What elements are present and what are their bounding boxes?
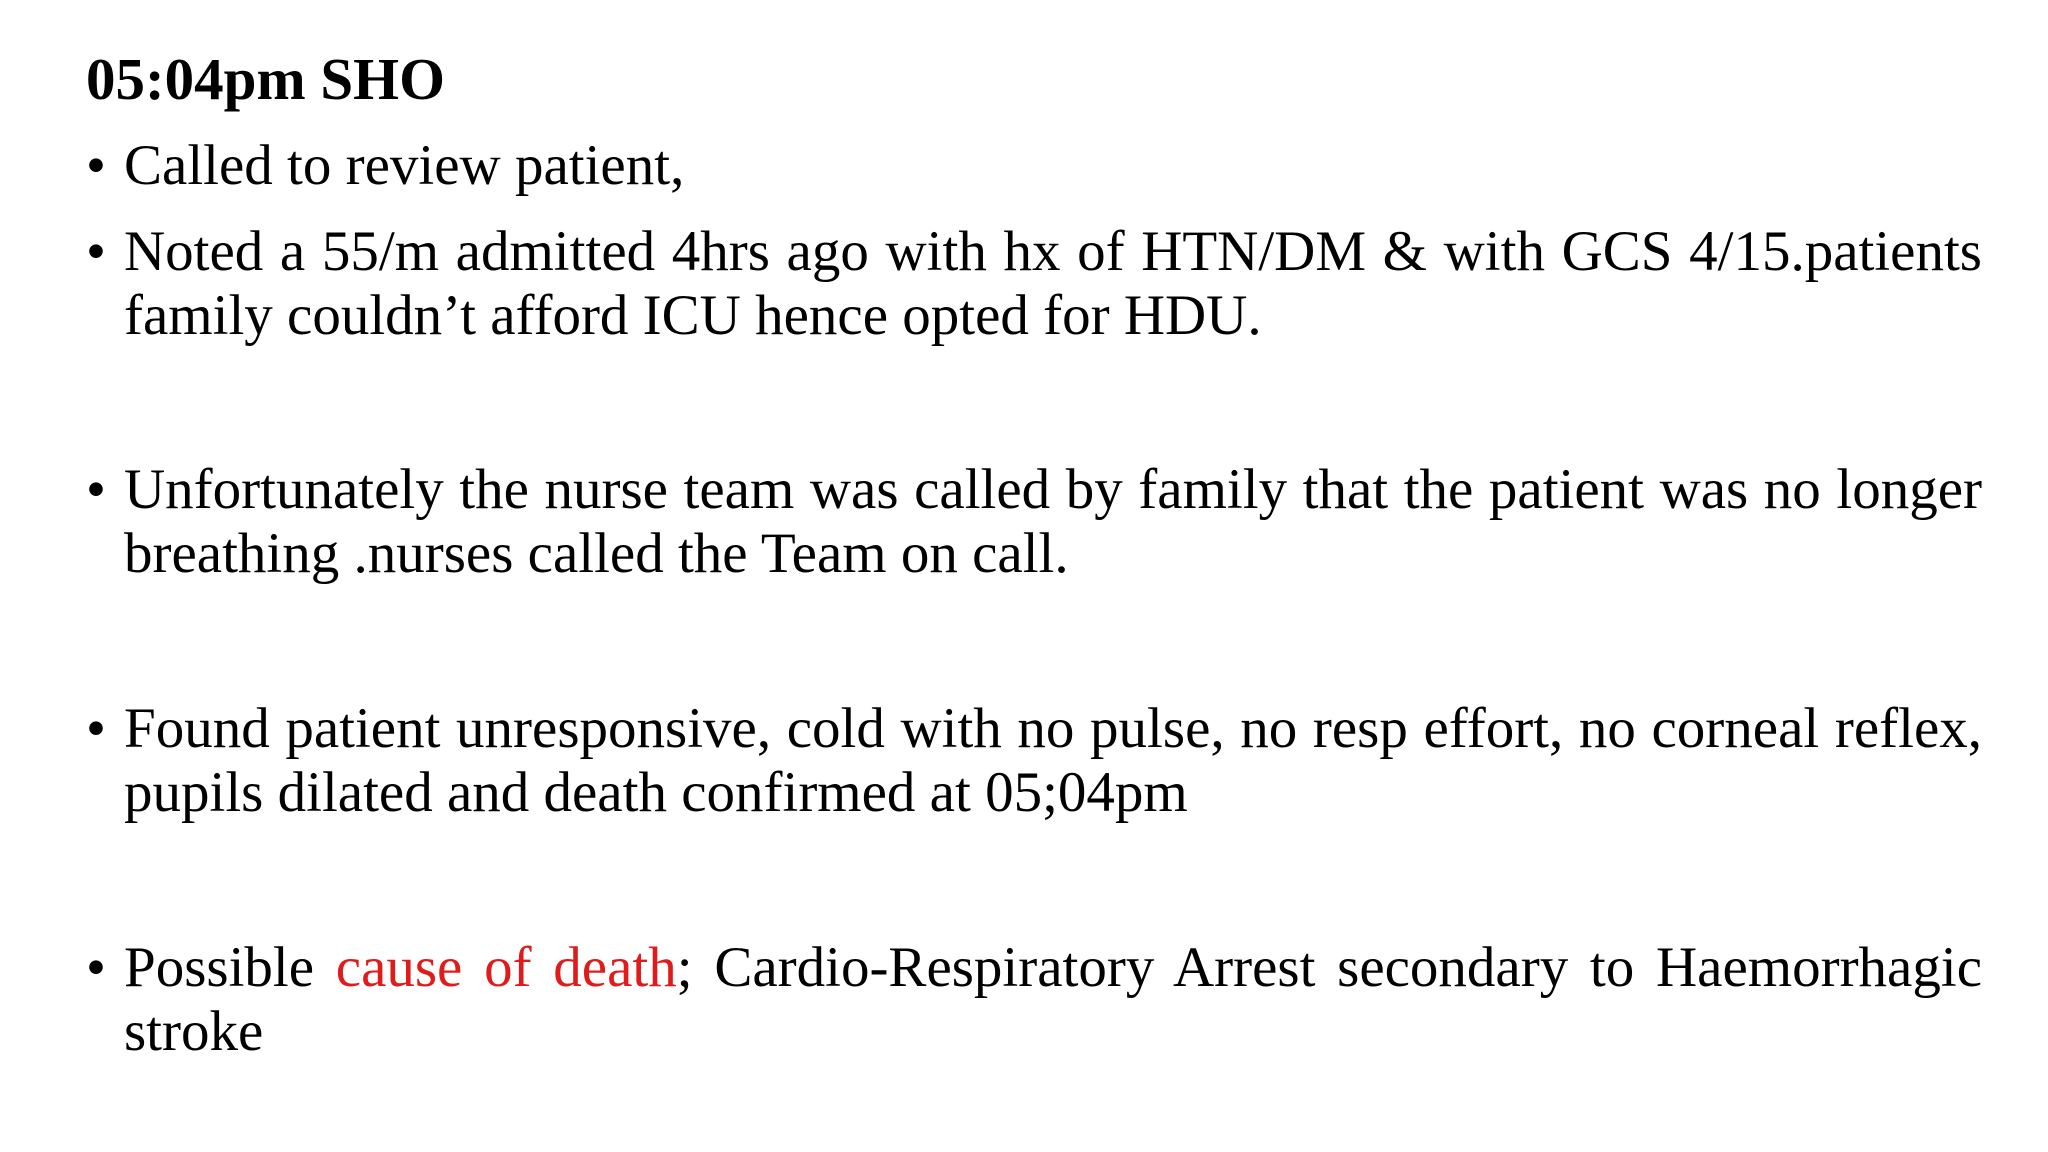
bullet-item [86,134,1982,198]
bullet-text: Called to review patient, [124,134,685,197]
bullet-text [124,936,1982,1064]
bullet-dot-icon: • [86,936,106,999]
bullet-item [86,458,1982,586]
bullet-item [86,697,1982,825]
bullet-text-suffix: ; Cardio-Respiratory Arrest secondary to Haemorrhagic stroke [124,936,1982,1063]
cause-of-death-highlight: cause of death [335,936,677,999]
bullet-dot-icon: • [86,220,106,283]
bullet-item [86,220,1982,348]
note-heading: 05:04pm SHO [86,46,445,112]
bullet-text: Found patient unresponsive, cold with no pulse, no resp effort, no corneal reflex, pupils dilated and death confirmed at 05;04pm [124,697,1982,824]
bullet-item [86,936,1982,1064]
bullet-dot-icon: • [86,458,106,521]
bullet-dot-icon: • [86,697,106,760]
bullet-dot-icon: • [86,134,106,197]
bullet-text: Unfortunately the nurse team was called by family that the patient was no longer breathing .nurses called the Team on call. [124,458,1982,585]
bullet-text-prefix: Possible [124,936,336,999]
bullet-text: Noted a 55/m admitted 4hrs ago with hx of HTN/DM & with GCS 4/15.patients family couldn’t afford ICU hence opted for HDU. [124,220,1982,347]
